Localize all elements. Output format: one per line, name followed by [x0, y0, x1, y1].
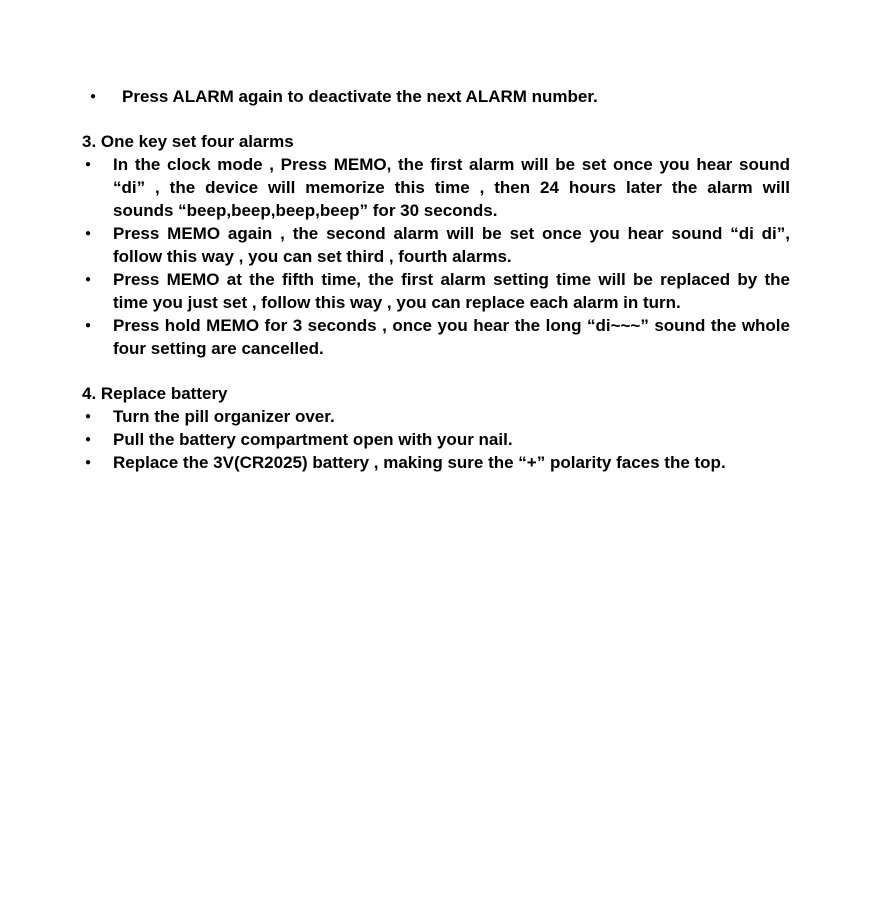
list-item	[82, 222, 790, 268]
list-item-text	[113, 222, 790, 268]
bullet-icon: ●	[85, 274, 92, 285]
bullet-icon: ●	[85, 434, 92, 445]
text-line: sounds “beep,beep,beep,beep” for 30 seconds.	[113, 201, 498, 220]
list-item-text	[113, 428, 790, 451]
list-item	[82, 405, 790, 428]
list-item-text	[122, 85, 790, 108]
bullet-icon: ●	[85, 411, 92, 422]
section-one-key-set-four-alarms	[82, 130, 790, 360]
text-line: Press hold MEMO for 3 seconds , once you hear the long “di~~~” sound the whole	[113, 316, 790, 335]
text-line: Replace the 3V(CR2025) battery , making sure the “+” polarity faces the top.	[113, 453, 726, 472]
bullet-icon: ●	[85, 320, 92, 331]
text-line: Turn the pill organizer over.	[113, 407, 335, 426]
text-line: Press MEMO at the fifth time, the first alarm setting time will be replaced by the	[113, 270, 790, 289]
bullet-icon: ●	[85, 228, 92, 239]
text-line: Pull the battery compartment open with your nail.	[113, 430, 513, 449]
list-item-text	[113, 405, 790, 428]
text-line: four setting are cancelled.	[113, 339, 324, 358]
list-item	[82, 85, 790, 108]
list-item-text	[113, 268, 790, 314]
text-line: time you just set , follow this way , you can replace each alarm in turn.	[113, 293, 681, 312]
section-3-heading: 3. One key set four alarms	[82, 132, 294, 151]
list-item	[82, 268, 790, 314]
text-line: In the clock mode , Press MEMO, the first alarm will be set once you hear sound	[113, 155, 790, 174]
bullet-icon: ●	[85, 457, 92, 468]
text-line: “di” , the device will memorize this time , then 24 hours later the alarm will	[113, 178, 790, 197]
section-4-heading: 4. Replace battery	[82, 384, 228, 403]
manual-document-page	[82, 85, 790, 474]
text-line: Press ALARM again to deactivate the next ALARM number.	[122, 87, 598, 106]
section-replace-battery	[82, 382, 790, 474]
list-item	[82, 428, 790, 451]
list-item	[82, 314, 790, 360]
text-line: follow this way , you can set third , fourth alarms.	[113, 247, 512, 266]
bullet-icon: ●	[85, 159, 92, 170]
list-item	[82, 451, 790, 474]
list-item-text	[113, 153, 790, 222]
bullet-icon: ●	[90, 91, 97, 102]
text-line: Press MEMO again , the second alarm will be set once you hear sound “di di”,	[113, 224, 790, 243]
list-item-text	[113, 451, 790, 474]
list-item-text	[113, 314, 790, 360]
list-item	[82, 153, 790, 222]
